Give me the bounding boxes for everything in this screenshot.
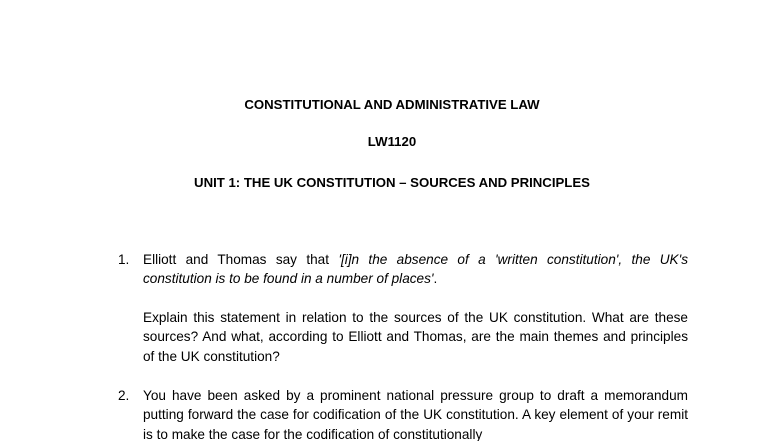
question-1-paragraph-2: Explain this statement in relation to the sources of the UK constitution. What are these sources? And what, according to Elliott and Thomas, are the main themes and principles of the UK constitution? — [143, 309, 688, 364]
question-1-quote: '[i]n the absence of a 'written constitution', the UK's constitution is to be found in a number of places' — [143, 252, 689, 287]
question-1-paragraph-1 — [143, 250, 688, 289]
question-number: 2. — [118, 388, 130, 403]
question-body — [143, 250, 688, 366]
question-2-paragraph-1: You have been asked by a prominent national pressure group to draft a memorandum putting forward the case for codification of the UK constitution. A key element of your remit is to make the case for the codification of constitutionally — [143, 388, 688, 441]
question-1-quote-end: . — [433, 271, 438, 287]
question-number: 1. — [118, 252, 130, 267]
question-body — [143, 386, 688, 441]
course-title: CONSTITUTIONAL AND ADMINISTRATIVE LAW — [244, 97, 540, 112]
question-1-intro: Elliott and Thomas say that — [143, 252, 339, 267]
unit-title: UNIT 1: THE UK CONSTITUTION – SOURCES AND PRINCIPLES — [194, 175, 590, 190]
course-code: LW1120 — [367, 134, 417, 149]
